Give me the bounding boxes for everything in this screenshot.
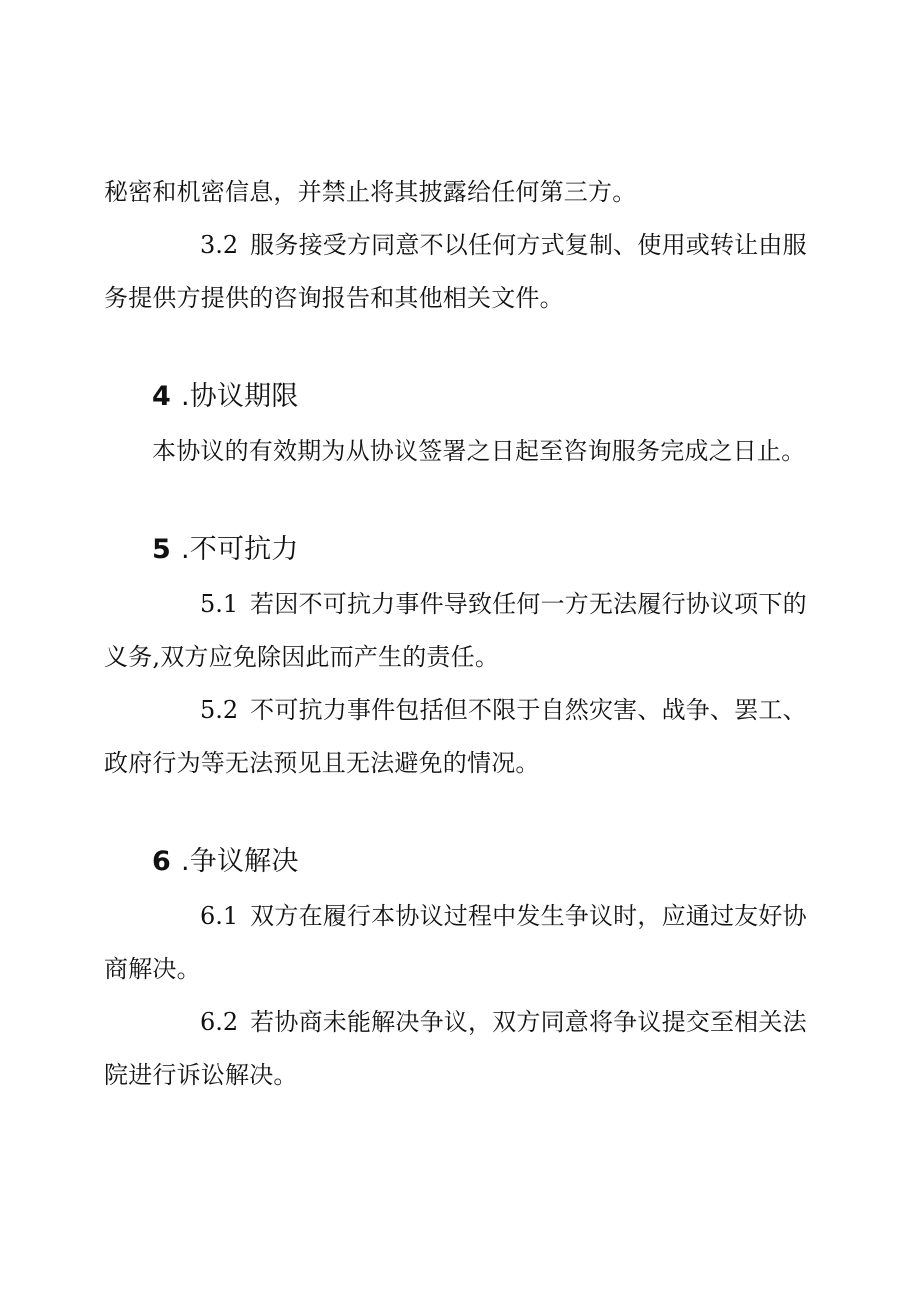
section-title: .不可抗力	[181, 534, 299, 565]
section-heading-5	[104, 522, 824, 578]
section-heading-4	[104, 369, 824, 425]
section-spacer	[104, 790, 824, 834]
section-title: .协议期限	[181, 381, 299, 412]
clause-text: 双方在履行本协议过程中发生争议时，应通过友好协商解决。	[104, 902, 807, 983]
clause-3-2	[104, 219, 824, 325]
section-4-paragraph: 本协议的有效期为从协议签署之日起至咨询服务完成之日止。	[152, 437, 806, 465]
clause-6-1	[104, 890, 824, 996]
section-spacer	[104, 478, 824, 522]
clause-text: 不可抗力事件包括但不限于自然灾害、战争、罢工、政府行为等无法预见且无法避免的情况。	[104, 696, 807, 777]
clause-text: 服务接受方同意不以任何方式复制、使用或转让由服务提供方提供的咨询报告和其他相关文件。	[104, 231, 807, 312]
clause-number: 6.1	[200, 902, 239, 930]
document-content	[104, 166, 824, 1102]
section-number: 5	[152, 534, 171, 565]
clause-text: 若协商未能解决争议，双方同意将争议提交至相关法院进行诉讼解决。	[104, 1008, 807, 1089]
clause-5-1	[104, 578, 824, 684]
section-title: .争议解决	[181, 846, 299, 877]
intro-paragraph: 秘密和机密信息，并禁止将其披露给任何第三方。	[104, 178, 637, 206]
section-heading-6	[104, 834, 824, 890]
clause-number: 5.1	[200, 590, 239, 618]
clause-number: 3.2	[200, 231, 239, 259]
clause-6-2	[104, 996, 824, 1102]
clause-number: 5.2	[200, 696, 239, 724]
section-number: 6	[152, 846, 171, 877]
section-spacer	[104, 325, 824, 369]
clause-number: 6.2	[200, 1008, 239, 1036]
clause-text: 若因不可抗力事件导致任何一方无法履行协议项下的义务,双方应免除因此而产生的责任。	[104, 590, 807, 671]
section-number: 4	[152, 381, 171, 412]
clause-5-2	[104, 684, 824, 790]
